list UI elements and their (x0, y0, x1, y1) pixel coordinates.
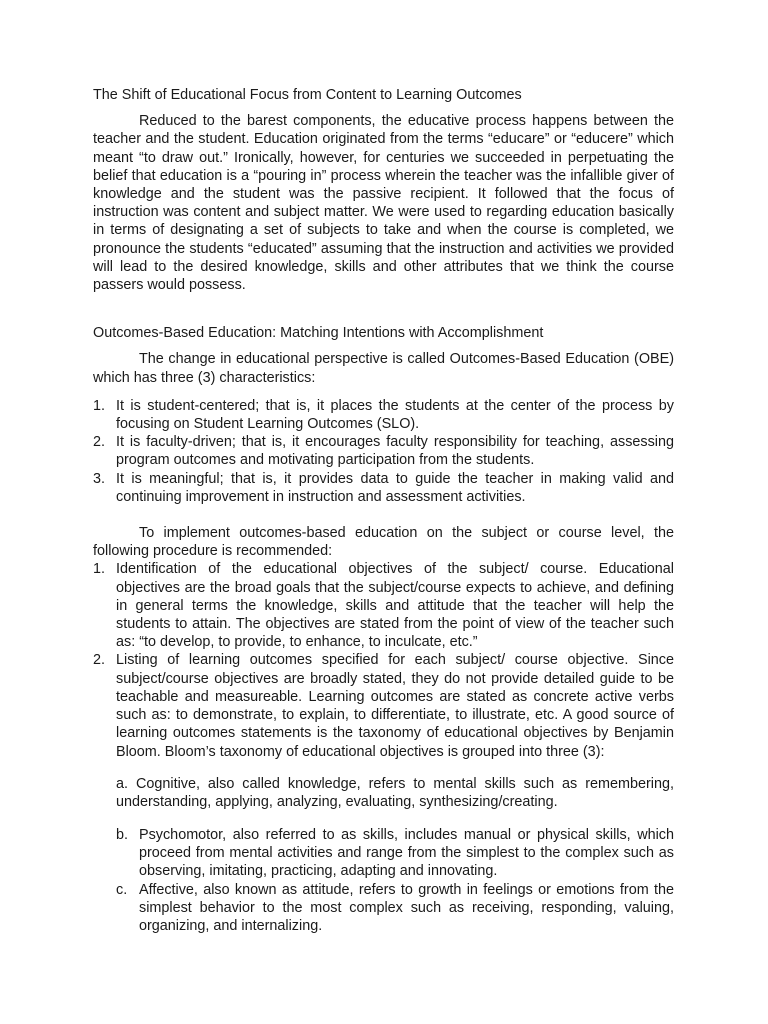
section2-title: Outcomes-Based Education: Matching Intentions with Accomplishment (93, 325, 544, 342)
list-item-text: Psychomotor, also referred to as skills, includes manual or physical skills, which proceed from mental activities and range from the simplest to the complex such as observing, imitating, practicing, adapting and innovating. (139, 826, 674, 880)
domain-list (93, 826, 674, 935)
list-item (93, 560, 674, 651)
procedure-list (93, 560, 674, 760)
section1-paragraph: Reduced to the barest components, the educative process happens between the teacher and the student. Education originated from the terms “educare” or “educere” which meant “to draw out.” Ironically, however, for centuries we succeeded in perpetuating the belief that education is a “pouring in” process wherein the teacher was the infallible giver of knowledge and the student was the passive recipient. It followed that the focus of instruction was content and subject matter. We were used to regarding education basically in terms of designating a set of subjects to take and when the course is completed, we pronounce the students “educated” assuming that the instruction and activities we provided will lead to the desired knowledge, skills and other attributes that we think the course passers would possess. (93, 113, 674, 294)
list-item (93, 433, 674, 469)
section2-intro: The change in educational perspective is called Outcomes-Based Education (OBE) which has three (3) characteristics: (93, 351, 674, 386)
procedure-intro: To implement outcomes-based education on the subject or course level, the following procedure is recommended: (93, 525, 674, 560)
list-item (93, 397, 674, 433)
list-item-letter: c. (116, 881, 128, 898)
list-item-text: Affective, also known as attitude, refers to growth in feelings or emotions from the simplest behavior to the most complex such as receiving, responding, valuing, organizing, and internalizing. (139, 881, 674, 934)
section1-title: The Shift of Educational Focus from Content to Learning Outcomes (93, 87, 522, 103)
list-item (116, 881, 674, 936)
list-item (93, 651, 674, 760)
list-item-text: Identification of the educational objectives of the subject/ course. Educational objectives are the broad goals that the subject/course expects to achieve, and defining in general terms the knowledge, skills and attitude that the teacher will help the students to attain. The objectives are stated from the point of view of the teacher such as: “to develop, to provide, to enhance, to inculcate, etc.” (116, 561, 674, 651)
list-item-text: It is meaningful; that is, it provides data to guide the teacher in making valid and continuing improvement in instruction and assessment activities. (116, 470, 674, 505)
list-item-number: 2. (93, 652, 106, 669)
characteristics-list (93, 397, 674, 506)
list-item-number: 2. (93, 434, 106, 451)
document-page (93, 86, 674, 935)
list-item-text: It is student-centered; that is, it places the students at the center of the process by focusing on Student Learning Outcomes (SLO). (116, 397, 674, 433)
list-item-number: 1. (93, 561, 106, 578)
list-item (116, 826, 674, 881)
list-item-text: It is faculty-driven; that is, it encourages faculty responsibility for teaching, assessing program outcomes and motivating participation from the students. (116, 434, 674, 469)
domain-cognitive: a. Cognitive, also called knowledge, refers to mental skills such as remembering, understanding, applying, analyzing, evaluating, synthesizing/creating. (116, 776, 674, 811)
list-item-number: 3. (93, 470, 106, 487)
list-item-letter: b. (116, 826, 129, 843)
list-item-number: 1. (93, 397, 106, 414)
list-item (93, 470, 674, 506)
list-item-text: Listing of learning outcomes specified for each subject/ course objective. Since subject/course objectives are broadly stated, they do not provide detailed guide to be teachable and measureable. Learning outcomes are stated as concrete active verbs such as: to demonstrate, to explain, to differentiate, to illustrate, etc. A good source of learning outcomes statements is the taxonomy of educational objectives by Benjamin Bloom. Bloom’s taxonomy of educational objectives is grouped into three (3): (116, 652, 674, 760)
